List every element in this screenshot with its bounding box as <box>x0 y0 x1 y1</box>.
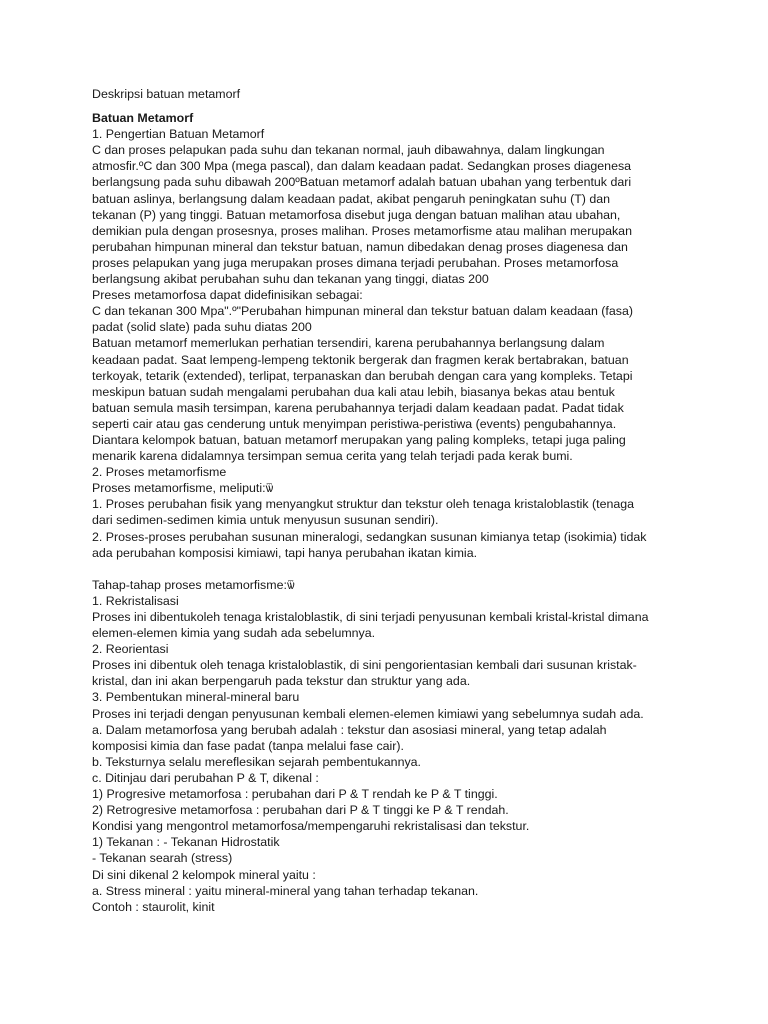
text-line: batuan aslinya, berlangsung dalam keadaan padat, akibat pengaruh peningkatan suhu (T) dan <box>92 191 611 206</box>
text-line: Proses ini dibentuk oleh tenaga kristaloblastik, di sini pengorientasian kembali dari susunan kristak- <box>92 658 637 673</box>
text-line: berlangsung akibat perubahan suhu dan tekanan yang tinggi, diatas 200 <box>92 272 489 287</box>
text-line: dari sedimen-sedimen kimia untuk menyusun susunan sendiri). <box>92 513 439 528</box>
text-line: keadaan padat. Saat lempeng-lempeng tektonik bergerak dan fragmen kerak bertabrakan, batuan <box>92 352 629 367</box>
text-line: komposisi kimia dan fase padat (tanpa melalui fase cair). <box>92 738 404 753</box>
text-line: C dan proses pelapukan pada suhu dan tekanan normal, jauh dibawahnya, dalam lingkungan <box>92 143 605 158</box>
text-line: 3. Pembentukan mineral-mineral baru <box>92 690 300 705</box>
document-body <box>92 110 692 915</box>
text-line: kristal, dan ini akan berpengaruh pada tekstur dan struktur yang ada. <box>92 674 471 689</box>
text-line: Tahap-tahap proses metamorfisme:ѿ <box>92 577 295 592</box>
text-line: batuan semula masih tersimpan, karena perubahannya terjadi dalam keadaan padat. Padat tidak <box>92 400 624 415</box>
text-line: Diantara kelompok batuan, batuan metamorf merupakan yang paling kompleks, tetapi juga paling <box>92 432 626 447</box>
text-line: terkoyak, tetarik (extended), terlipat, terpanaskan dan berubah dengan cara yang kompleks. Tetapi <box>92 368 633 383</box>
text-line: atmosfir.ºC dan 300 Mpa (mega pascal), dan dalam keadaan padat. Sedangkan proses diagenesa <box>92 159 632 174</box>
section-heading: Batuan Metamorf <box>92 111 194 126</box>
text-line: 1) Progresive metamorfosa : perubahan dari P & T rendah ke P & T tinggi. <box>92 787 498 802</box>
text-line: b. Teksturnya selalu mereflesikan sejarah pembentukannya. <box>92 754 421 769</box>
text-line: Proses metamorfisme, meliputi:ѿ <box>92 481 274 496</box>
text-line: c. Ditinjau dari perubahan P & T, dikenal : <box>92 770 319 785</box>
text-line: berlangsung pada suhu dibawah 200ºBatuan metamorf adalah batuan ubahan yang terbentuk dari <box>92 175 632 190</box>
text-line: 1. Pengertian Batuan Metamorf <box>92 127 265 142</box>
document-page <box>92 86 692 915</box>
text-line: C dan tekanan 300 Mpa".º"Perubahan himpunan mineral dan tekstur batuan dalam keadaan (fasa) <box>92 304 633 319</box>
text-line: Proses ini terjadi dengan penyusunan kembali elemen-elemen kimiawi yang sebelumnya sudah ada. <box>92 706 644 721</box>
text-line: meskipun batuan sudah mengalami perubahan dua kali atau lebih, biasanya bekas atau bentuk <box>92 384 615 399</box>
text-line: Preses metamorfosa dapat didefinisikan sebagai: <box>92 288 363 303</box>
text-line: seperti cair atau gas cenderung untuk menyimpan peristiwa-peristiwa (events) pengubahannya. <box>92 416 617 431</box>
text-line: Proses ini dibentukoleh tenaga kristaloblastik, di sini terjadi penyusunan kembali kristal-kristal dimana <box>92 610 649 624</box>
document-title: Deskripsi batuan metamorf <box>92 87 241 101</box>
text-line: - Tekanan searah (stress) <box>92 851 233 866</box>
text-line: 1) Tekanan : - Tekanan Hidrostatik <box>92 835 280 850</box>
text-line: elemen-elemen kimia yang sudah ada sebelumnya. <box>92 626 376 641</box>
text-line: Di sini dikenal 2 kelompok mineral yaitu : <box>92 867 316 882</box>
text-line: perubahan himpunan mineral dan tekstur batuan, namun dibedakan denag proses diagenesa dan <box>92 239 628 254</box>
text-line: 1. Rekristalisasi <box>92 593 179 608</box>
blank-line <box>92 561 692 577</box>
text-line: 2) Retrogresive metamorfosa : perubahan dari P & T tinggi ke P & T rendah. <box>92 803 509 818</box>
text-line: ada perubahan komposisi kimiawi, tapi hanya perubahan ikatan kimia. <box>92 545 478 560</box>
text-line: a. Stress mineral : yaitu mineral-mineral yang tahan terhadap tekanan. <box>92 883 479 898</box>
text-line: Contoh : staurolit, kinit <box>92 899 215 914</box>
text-line: proses pelapukan yang juga merupakan proses dimana terjadi perubahan. Proses metamorfosa <box>92 255 619 270</box>
text-line: a. Dalam metamorfosa yang berubah adalah : tekstur dan asosiasi mineral, yang tetap adalah <box>92 722 607 737</box>
text-line: 1. Proses perubahan fisik yang menyangkut struktur dan tekstur oleh tenaga kristaloblastik (tenaga <box>92 497 635 512</box>
text-line: Batuan metamorf memerlukan perhatian tersendiri, karena perubahannya berlangsung dalam <box>92 336 605 351</box>
text-line: padat (solid slate) pada suhu diatas 200 <box>92 320 312 335</box>
text-line: tekanan (P) yang tinggi. Batuan metamorfosa disebut juga dengan batuan malihan atau ubahan, <box>92 207 621 222</box>
text-line: 2. Reorientasi <box>92 642 169 657</box>
text-line: 2. Proses metamorfisme <box>92 465 227 480</box>
text-line: menarik karena didalamnya tersimpan semua cerita yang telah terjadi pada kerak bumi. <box>92 449 573 464</box>
text-line: Kondisi yang mengontrol metamorfosa/mempengaruhi rekristalisasi dan tekstur. <box>92 819 530 834</box>
text-line: 2. Proses-proses perubahan susunan mineralogi, sedangkan susunan kimianya tetap (isokimia) tidak <box>92 529 647 544</box>
text-line: demikian pula dengan prosesnya, proses malihan. Proses metamorfisme atau malihan merupakan <box>92 223 632 238</box>
